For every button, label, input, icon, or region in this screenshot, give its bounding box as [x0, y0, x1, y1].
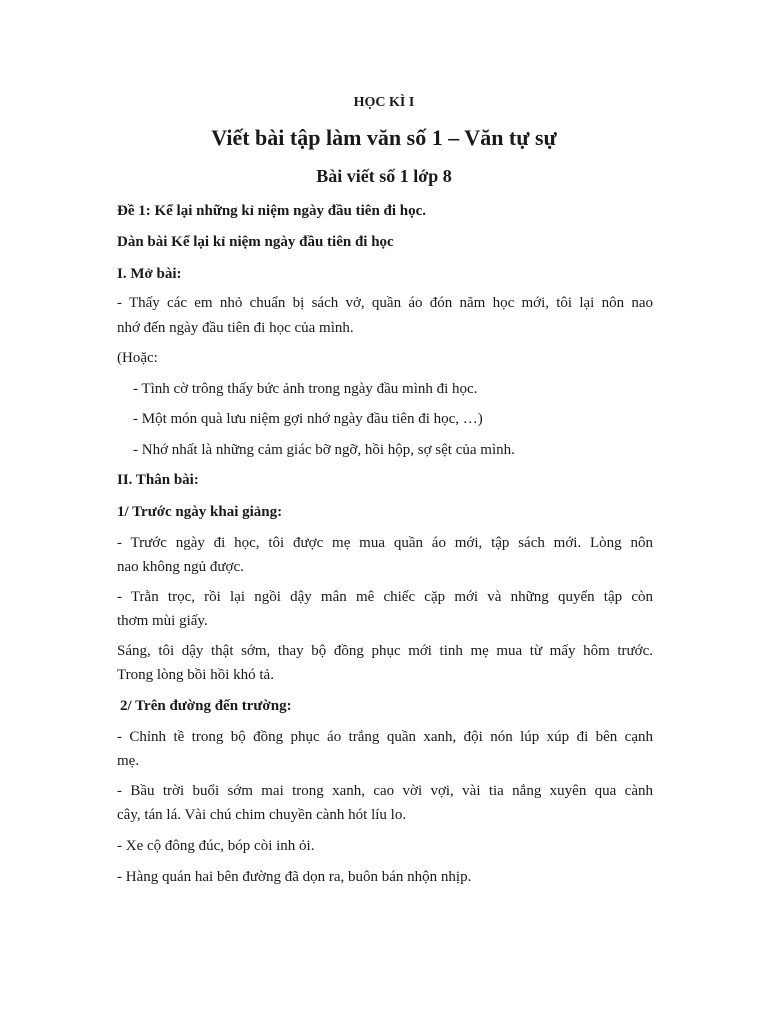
alternative-item-1: - Tình cờ trông thấy bức ảnh trong ngày đầu mình đi học. [133, 381, 478, 397]
alternative-item-2: - Một món quà lưu niệm gợi nhớ ngày đầu tiên đi học, …) [133, 411, 483, 427]
document-subtitle: Bài viết số 1 lớp 8 [316, 166, 452, 186]
alternative-open: (Hoặc: [117, 350, 158, 366]
alternative-item-3: - Nhớ nhất là những cảm giác bỡ ngỡ, hồi hộp, sợ sệt của mình. [133, 442, 515, 458]
essay-topic: Đề 1: Kể lại những kỉ niệm ngày đầu tiên đi học. [117, 203, 427, 219]
subsection-1-p3-line-2: Trong lòng bồi hồi khó tả. [117, 667, 274, 683]
subsection-2-p4: - Hàng quán hai bên đường đã dọn ra, buôn bán nhộn nhịp. [117, 869, 472, 885]
subsection-1-p1-line-1: - Trước ngày đi học, tôi được mẹ mua quần áo mới, tập sách mới. Lòng nôn [117, 535, 653, 551]
intro-paragraph-line-1: - Thấy các em nhỏ chuẩn bị sách vở, quần áo đón năm học mới, tôi lại nôn nao [117, 295, 653, 311]
section-body-heading: II. Thân bài: [117, 472, 199, 488]
document-title: Viết bài tập làm văn số 1 – Văn tự sự [211, 125, 557, 150]
subsection-2-p2-line-1: - Bầu trời buổi sớm mai trong xanh, cao vời vợi, vài tia nắng xuyên qua cành [117, 783, 653, 799]
section-intro-heading: I. Mở bài: [117, 266, 182, 282]
subsection-2-p1-line-2: mẹ. [117, 753, 140, 769]
subsection-2-p3: - Xe cộ đông đúc, bóp còi inh ỏi. [117, 838, 315, 854]
subsection-1-p2-line-2: thơm mùi giấy. [117, 613, 208, 629]
outline-heading: Dàn bài Kể lại kỉ niệm ngày đầu tiên đi học [117, 234, 394, 250]
subsection-1-p1-line-2: nao không ngủ được. [117, 559, 244, 575]
subsection-1-p2-line-1: - Trằn trọc, rồi lại ngồi dậy mân mê chiếc cặp mới và những quyển tập còn [117, 589, 653, 605]
semester-heading: HỌC KÌ I [353, 95, 415, 110]
subsection-2-p2-line-2: cây, tán lá. Vài chú chim chuyền cành hót líu lo. [117, 807, 407, 823]
intro-paragraph-line-2: nhớ đến ngày đầu tiên đi học của mình. [117, 320, 354, 336]
subsection-1-p3-line-1: Sáng, tôi dậy thật sớm, thay bộ đồng phục mới tinh mẹ mua từ mấy hôm trước. [117, 643, 653, 659]
subsection-1-heading: 1/ Trước ngày khai giảng: [117, 504, 283, 520]
subsection-2-heading: 2/ Trên đường đến trường: [120, 698, 292, 714]
subsection-2-p1-line-1: - Chỉnh tề trong bộ đồng phục áo trắng quần xanh, đội nón lúp xúp đi bên cạnh [117, 729, 653, 745]
